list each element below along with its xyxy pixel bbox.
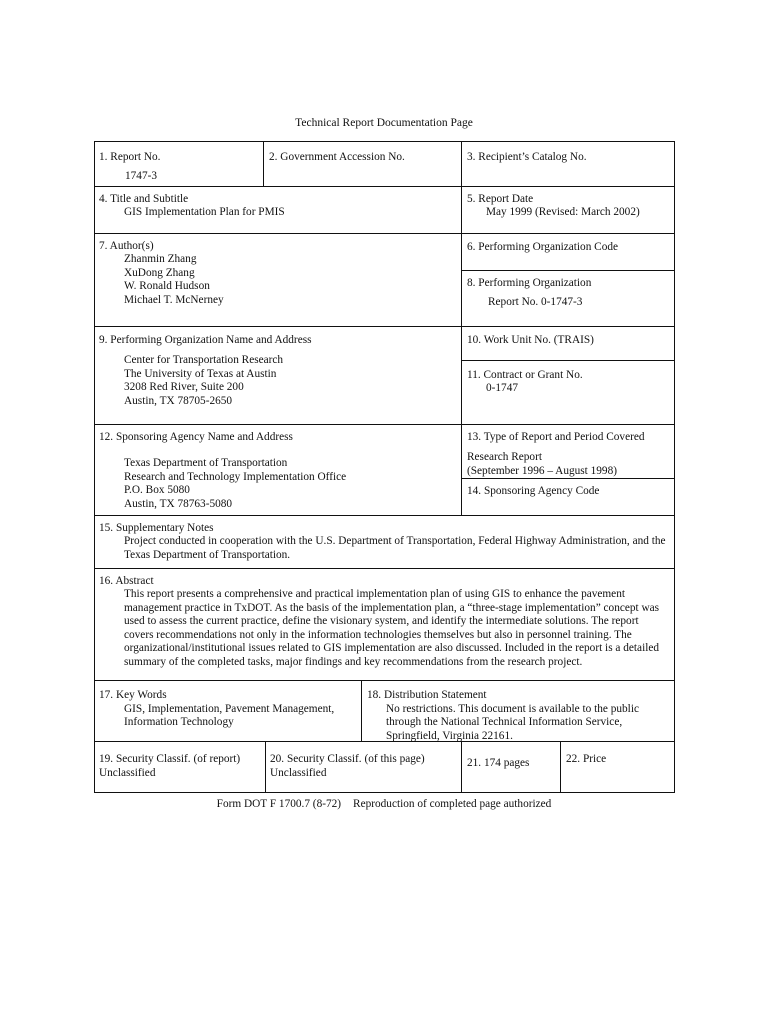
address-line: 3208 Red River, Suite 200 [124, 381, 244, 393]
cell-sec-report [95, 742, 265, 792]
cell-gov-accession [263, 142, 461, 186]
sponsor-code-box [462, 478, 674, 515]
cell-title-subtitle [95, 187, 461, 233]
row-perf-org-name [95, 327, 674, 425]
num-pages-label: 21. 174 pages [467, 757, 530, 769]
address-line: Center for Transportation Research [124, 354, 284, 366]
report-date-value: May 1999 (Revised: March 2002) [486, 206, 640, 218]
cell-sponsor-name [95, 425, 461, 515]
sponsor-name-label: 12. Sponsoring Agency Name and Address [99, 431, 293, 443]
author-name: XuDong Zhang [124, 266, 195, 279]
price-label: 22. Price [566, 753, 607, 765]
distribution-line: through the National Technical Information Service, [386, 716, 623, 728]
cell-report-no [95, 142, 263, 186]
cell-recipient-catalog [461, 142, 674, 186]
cell-supplementary-notes [95, 516, 674, 568]
cell-perf-org-name [95, 327, 461, 424]
report-type-label: 13. Type of Report and Period Covered [467, 431, 645, 443]
row-sponsor [95, 425, 674, 516]
report-type-box [462, 425, 674, 478]
distribution-line: Springfield, Virginia 22161. [386, 729, 513, 742]
perf-org-report-label: 8. Performing Organization [467, 277, 592, 289]
sec-page-value: Unclassified [270, 766, 327, 779]
key-words-line: GIS, Implementation, Pavement Management, [124, 702, 335, 715]
cell-report-type-sponsor-code [461, 425, 674, 515]
form-number: Form DOT F 1700.7 (8-72) [216, 798, 342, 810]
report-type-line: (September 1996 – August 1998) [467, 464, 617, 477]
address-line: Research and Technology Implementation Office [124, 470, 347, 483]
address-line: Austin, TX 78705-2650 [124, 394, 233, 407]
abstract-label: 16. Abstract [99, 575, 154, 587]
cell-distribution [361, 681, 674, 741]
perf-org-report-value: Report No. 0-1747-3 [488, 296, 583, 308]
row-abstract [95, 569, 674, 681]
row-title-date [95, 187, 674, 234]
cell-sec-page [265, 742, 461, 792]
author-name: W. Ronald Hudson [124, 280, 210, 292]
sec-page-label: 20. Security Classif. (of this page) [270, 753, 425, 765]
recipient-catalog-label: 3. Recipient’s Catalog No. [467, 151, 587, 163]
form-footer [0, 798, 768, 810]
cell-perf-org [461, 234, 674, 326]
supp-notes-text: Project conducted in cooperation with the U.S. Department of Transportation, Federal Highway Administration, and the Texas Department of Transportation. [124, 535, 666, 561]
author-name: Michael T. McNerney [124, 293, 224, 306]
gov-accession-label: 2. Government Accession No. [269, 151, 405, 163]
documentation-form [94, 141, 675, 793]
cell-work-unit-contract [461, 327, 674, 424]
cell-abstract [95, 569, 674, 680]
cell-price [560, 742, 674, 792]
authors-label: 7. Author(s) [99, 240, 154, 252]
address-line: P.O. Box 5080 [124, 484, 190, 496]
cell-key-words [95, 681, 361, 741]
report-date-label: 5. Report Date [467, 193, 534, 205]
supp-notes-label: 15. Supplementary Notes [99, 522, 214, 534]
contract-grant-value: 0-1747 [486, 382, 519, 394]
contract-grant-box [462, 360, 674, 424]
row-authors [95, 234, 674, 327]
page-title: Technical Report Documentation Page [295, 117, 473, 129]
reproduction-note: Reproduction of completed page authorized [353, 798, 552, 810]
address-line: Texas Department of Transportation [124, 457, 288, 469]
row-security [95, 742, 674, 792]
contract-grant-label: 11. Contract or Grant No. [467, 369, 583, 381]
abstract-text: This report presents a comprehensive and practical implementation plan of using GIS to enhance the pavement management practice in TxDOT. As the basis of the implementation plan, a “three-stage implementation” concept was used to assess the current practice, define the visionary system, and identify the intermediate solutions. The report covers recommendations not only in the information technologies themselves but also in personnel training. The organizational/institutional issues related to GIS implementation are also discussed. Included in the report is a detailed summary of the completed tasks, major findings and key recommendations from the research project. [124, 588, 660, 668]
perf-org-report-box [462, 270, 674, 326]
row-report-numbers [95, 142, 674, 187]
cell-report-date [461, 187, 674, 233]
work-unit-label: 10. Work Unit No. (TRAIS) [467, 334, 594, 346]
cell-authors [95, 234, 461, 326]
key-words-line: Information Technology [124, 716, 234, 728]
cell-num-pages [461, 742, 560, 792]
sec-report-label: 19. Security Classif. (of report) [99, 753, 241, 765]
row-keywords-distribution [95, 681, 674, 742]
title-value: GIS Implementation Plan for PMIS [124, 206, 285, 218]
work-unit-box [462, 327, 674, 360]
title-label: 4. Title and Subtitle [99, 193, 189, 205]
perf-org-name-label: 9. Performing Organization Name and Address [99, 334, 312, 346]
perf-org-code-box [462, 234, 674, 270]
sec-report-value: Unclassified [99, 766, 156, 779]
distribution-label: 18. Distribution Statement [367, 689, 487, 701]
address-line: Austin, TX 78763-5080 [124, 497, 233, 510]
report-no-value: 1747-3 [125, 170, 158, 182]
distribution-line: No restrictions. This document is available to the public [386, 702, 639, 715]
report-no-label: 1. Report No. [99, 151, 161, 163]
report-type-line: Research Report [467, 451, 542, 463]
row-supplementary [95, 516, 674, 569]
author-name: Zhanmin Zhang [124, 253, 197, 265]
address-line: The University of Texas at Austin [124, 367, 277, 380]
sponsor-code-label: 14. Sponsoring Agency Code [467, 485, 600, 497]
perf-org-code-label: 6. Performing Organization Code [467, 241, 619, 253]
key-words-label: 17. Key Words [99, 689, 167, 701]
